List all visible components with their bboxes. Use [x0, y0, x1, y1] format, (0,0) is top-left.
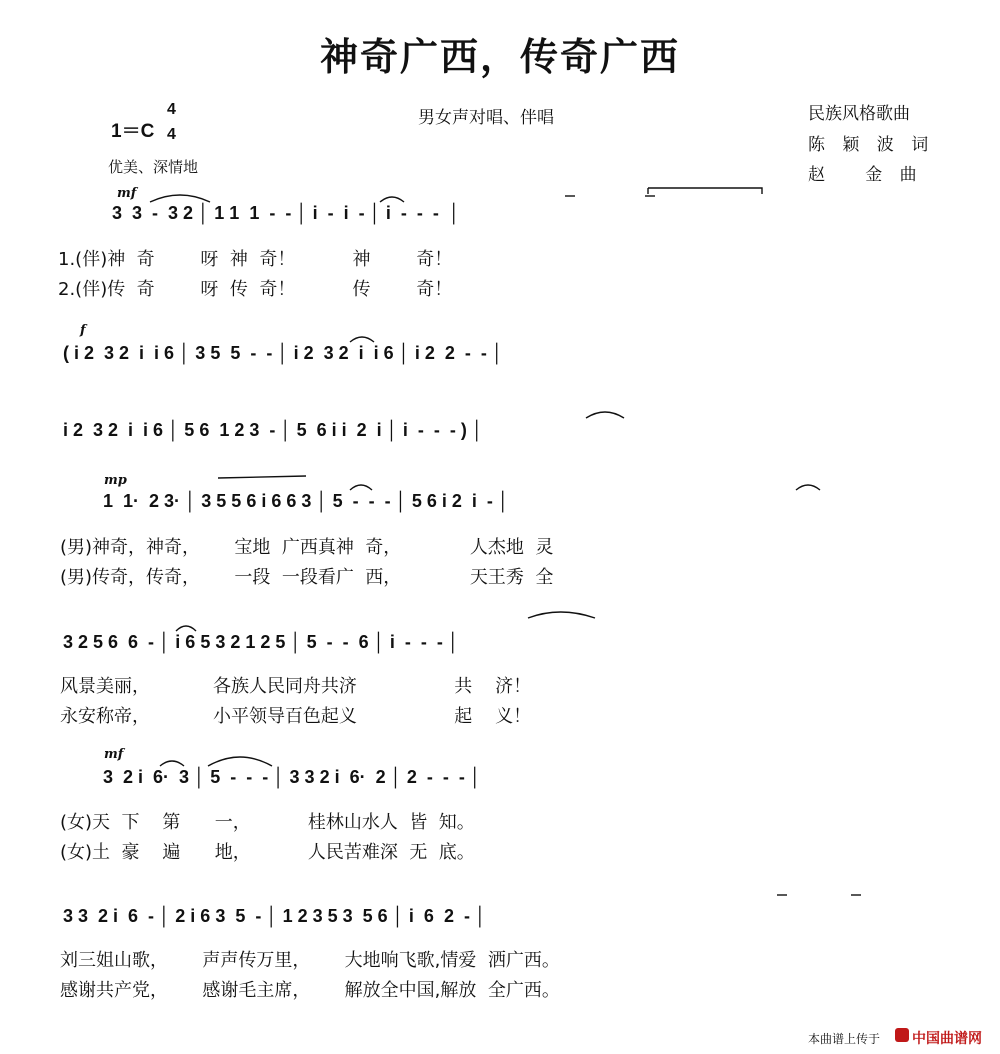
slur: [796, 485, 820, 490]
footer-site-name: 中国曲谱网: [912, 1031, 982, 1047]
slur: [528, 612, 595, 618]
staff-line-4: 1 1· 2 3· │ 3 5 5 6 i 6 6 3 │ 5 - - - │ 5 6 i 2 i - │: [103, 491, 510, 511]
genre-label: 民族风格歌曲: [808, 104, 910, 124]
slur: [350, 337, 374, 342]
dynamic-mark: mf: [117, 186, 137, 201]
tie-line: [218, 476, 306, 478]
key-signature: 1＝C: [111, 121, 155, 142]
slur: [176, 626, 196, 631]
lyric-line: 风景美丽， 各族人民同舟共济 共 济！: [60, 676, 532, 697]
slur: [350, 485, 372, 490]
dynamic-mark: mp: [104, 473, 127, 488]
site-logo-icon: [895, 1028, 909, 1042]
lyric-line: 刘三姐山歌， 声声传万里， 大地响飞歌,情爱 洒广西。: [60, 950, 560, 971]
lyric-line: (男)神奇，神奇， 宝地 广西真神 奇， 人杰地 灵: [60, 537, 554, 558]
slur: [380, 197, 404, 202]
staff-line-7: 3 3 2 i 6 - │ 2 i 6 3 5 - │ 1 2 3 5 3 5 6 │ i 6 2 - │: [63, 906, 487, 926]
staff-line-3: i 2 3 2 i i 6 │ 5 6 1 2 3 - │ 5 6 i i 2 i │ i - - - ) │: [63, 420, 484, 440]
staff-line-1: 3 3 - 3 2 │ 1 1 1 - - │ i - i - │ i - - - │: [112, 203, 461, 223]
lyric-line: 永安称帝， 小平领导百色起义 起 义！: [60, 706, 532, 727]
slur: [160, 761, 184, 766]
lyric-line: (男)传奇，传奇， 一段 一段看广 西， 天王秀 全: [60, 567, 554, 588]
dynamic-mark: mf: [104, 747, 124, 762]
lyric-line: 2.(伴)传 奇 呀 传 奇！ 传 奇！: [58, 279, 453, 300]
composer-credit: 赵 金 曲: [808, 165, 923, 185]
staff-line-2: ( i 2 3 2 i i 6 │ 3 5 5 - - │ i 2 3 2 i i 6 │ i 2 2 - - │: [63, 343, 504, 363]
song-title: 神奇广西，传奇广西: [319, 35, 680, 79]
performance-note: 男女声对唱、伴唱: [418, 108, 554, 128]
slur: [208, 757, 272, 766]
lyric-line: 1.(伴)神 奇 呀 神 奇！ 神 奇！: [58, 249, 453, 270]
staff-line-5: 3 2 5 6 6 - │ i 6 5 3 2 1 2 5 │ 5 - - 6 │ i - - - │: [63, 632, 460, 652]
slur: [150, 195, 210, 202]
tie-bracket: [648, 188, 762, 194]
time-signature-top: 4: [167, 101, 176, 118]
dynamic-mark: f: [80, 323, 86, 338]
tempo-marking: 优美、深情地: [108, 158, 199, 176]
lyricist-credit: 陈 颖 波 词: [808, 135, 935, 155]
time-signature-bottom: 4: [167, 126, 176, 143]
lyric-line: (女)土 豪 遍 地， 人民苦难深 无 底。: [60, 842, 475, 863]
staff-line-6: 3 2 i 6· 3 │ 5 - - - │ 3 3 2 i 6· 2 │ 2 - - - │: [103, 767, 482, 787]
footer-upload-text: 本曲谱上传于: [808, 1032, 881, 1046]
lyric-line: 感谢共产党， 感谢毛主席， 解放全中国,解放 全广西。: [60, 980, 560, 1001]
lyric-line: (女)天 下 第 一， 桂林山水人 皆 知。: [60, 812, 475, 833]
slur: [586, 412, 624, 418]
